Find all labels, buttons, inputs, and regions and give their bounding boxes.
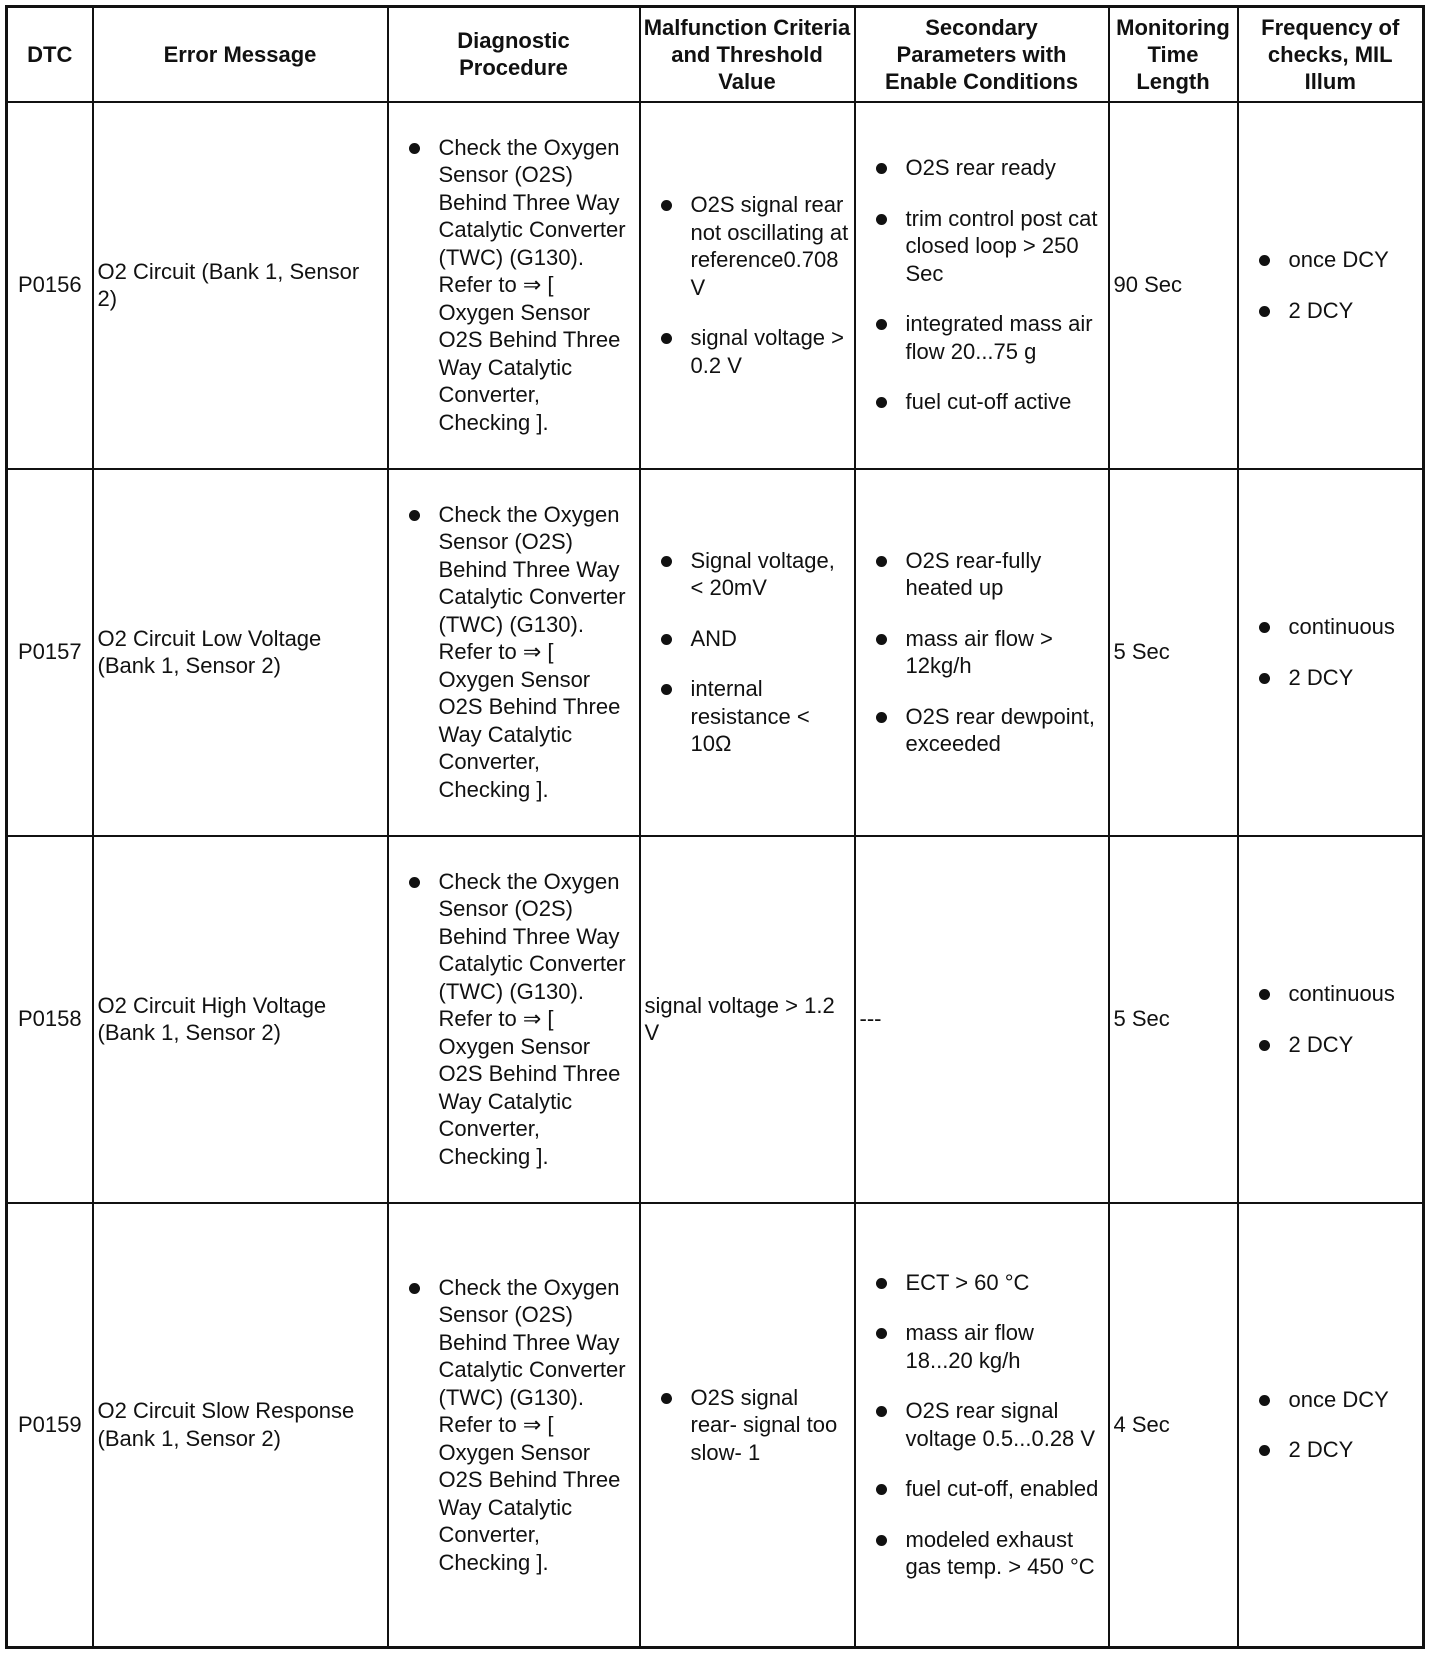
parameter-item: ECT > 60 °C	[860, 1269, 1104, 1297]
diagnostic-procedure	[388, 469, 640, 836]
header-secondary-parameters: Secondary Parameters with Enable Conditions	[855, 7, 1109, 102]
monitoring-time: 4 Sec	[1109, 1203, 1238, 1648]
frequency-item: 2 DCY	[1243, 1031, 1419, 1059]
secondary-parameters	[855, 469, 1109, 836]
frequency	[1238, 102, 1424, 469]
frequency	[1238, 1203, 1424, 1648]
criteria-item: Signal voltage, < 20mV	[645, 547, 850, 602]
diagnostic-procedure	[388, 1203, 640, 1648]
frequency-item: 2 DCY	[1243, 1436, 1419, 1464]
secondary-parameters: ---	[855, 836, 1109, 1203]
parameter-item: fuel cut-off, enabled	[860, 1475, 1104, 1503]
diagnostic-procedure	[388, 836, 640, 1203]
criteria-item: O2S signal rear not oscillating at reference0.708 V	[645, 191, 850, 301]
dtc-code: P0158	[7, 836, 93, 1203]
diagnostic-procedure	[388, 102, 640, 469]
error-message: O2 Circuit Slow Response (Bank 1, Sensor 2)	[93, 1203, 388, 1648]
frequency-item: 2 DCY	[1243, 297, 1419, 325]
header-row	[7, 7, 1424, 102]
parameter-item: O2S rear-fully heated up	[860, 547, 1104, 602]
malfunction-criteria: signal voltage > 1.2 V	[640, 836, 855, 1203]
malfunction-criteria	[640, 469, 855, 836]
dtc-table	[5, 5, 1425, 1649]
header-error-message: Error Message	[93, 7, 388, 102]
parameter-item: O2S rear dewpoint, exceeded	[860, 703, 1104, 758]
secondary-parameters	[855, 1203, 1109, 1648]
parameter-item: integrated mass air flow 20...75 g	[860, 310, 1104, 365]
criteria-item: O2S signal rear- signal too slow- 1	[645, 1384, 850, 1467]
header-diagnostic-procedure: Diagnostic Procedure	[388, 7, 640, 102]
frequency-item: once DCY	[1243, 1386, 1419, 1414]
header-dtc: DTC	[7, 7, 93, 102]
header-malfunction-criteria: Malfunction Criteria and Threshold Value	[640, 7, 855, 102]
header-monitoring-time: Monitoring Time Length	[1109, 7, 1238, 102]
error-message: O2 Circuit Low Voltage (Bank 1, Sensor 2)	[93, 469, 388, 836]
parameter-item: O2S rear signal voltage 0.5...0.28 V	[860, 1397, 1104, 1452]
frequency	[1238, 469, 1424, 836]
parameter-item: O2S rear ready	[860, 154, 1104, 182]
frequency-item: once DCY	[1243, 246, 1419, 274]
malfunction-criteria	[640, 1203, 855, 1648]
parameter-item: mass air flow > 12kg/h	[860, 625, 1104, 680]
parameter-item: mass air flow 18...20 kg/h	[860, 1319, 1104, 1374]
criteria-item: signal voltage > 0.2 V	[645, 324, 850, 379]
secondary-parameters	[855, 102, 1109, 469]
procedure-item: Check the Oxygen Sensor (O2S) Behind Three Way Catalytic Converter (TWC) (G130). Refer to ⇒ [ Oxygen Sensor O2S Behind Three Way Catalytic Converter, Checking ].	[393, 868, 635, 1171]
dtc-code: P0159	[7, 1203, 93, 1648]
dtc-code: P0156	[7, 102, 93, 469]
header-frequency: Frequency of checks, MIL Illum	[1238, 7, 1424, 102]
procedure-item: Check the Oxygen Sensor (O2S) Behind Three Way Catalytic Converter (TWC) (G130). Refer to ⇒ [ Oxygen Sensor O2S Behind Three Way Catalytic Converter, Checking ].	[393, 1274, 635, 1577]
error-message: O2 Circuit High Voltage (Bank 1, Sensor 2)	[93, 836, 388, 1203]
frequency-item: 2 DCY	[1243, 664, 1419, 692]
parameter-item: fuel cut-off active	[860, 388, 1104, 416]
frequency	[1238, 836, 1424, 1203]
frequency-item: continuous	[1243, 613, 1419, 641]
table-row	[7, 1203, 1424, 1648]
table-row	[7, 102, 1424, 469]
table-row	[7, 836, 1424, 1203]
table-row	[7, 469, 1424, 836]
parameter-item: trim control post cat closed loop > 250 Sec	[860, 205, 1104, 288]
frequency-item: continuous	[1243, 980, 1419, 1008]
error-message: O2 Circuit (Bank 1, Sensor 2)	[93, 102, 388, 469]
criteria-item: AND	[645, 625, 850, 653]
procedure-item: Check the Oxygen Sensor (O2S) Behind Three Way Catalytic Converter (TWC) (G130). Refer to ⇒ [ Oxygen Sensor O2S Behind Three Way Catalytic Converter, Checking ].	[393, 134, 635, 437]
monitoring-time: 90 Sec	[1109, 102, 1238, 469]
malfunction-criteria	[640, 102, 855, 469]
criteria-item: internal resistance < 10Ω	[645, 675, 850, 758]
procedure-item: Check the Oxygen Sensor (O2S) Behind Three Way Catalytic Converter (TWC) (G130). Refer to ⇒ [ Oxygen Sensor O2S Behind Three Way Catalytic Converter, Checking ].	[393, 501, 635, 804]
monitoring-time: 5 Sec	[1109, 469, 1238, 836]
parameter-item: modeled exhaust gas temp. > 450 °C	[860, 1526, 1104, 1581]
dtc-code: P0157	[7, 469, 93, 836]
monitoring-time: 5 Sec	[1109, 836, 1238, 1203]
